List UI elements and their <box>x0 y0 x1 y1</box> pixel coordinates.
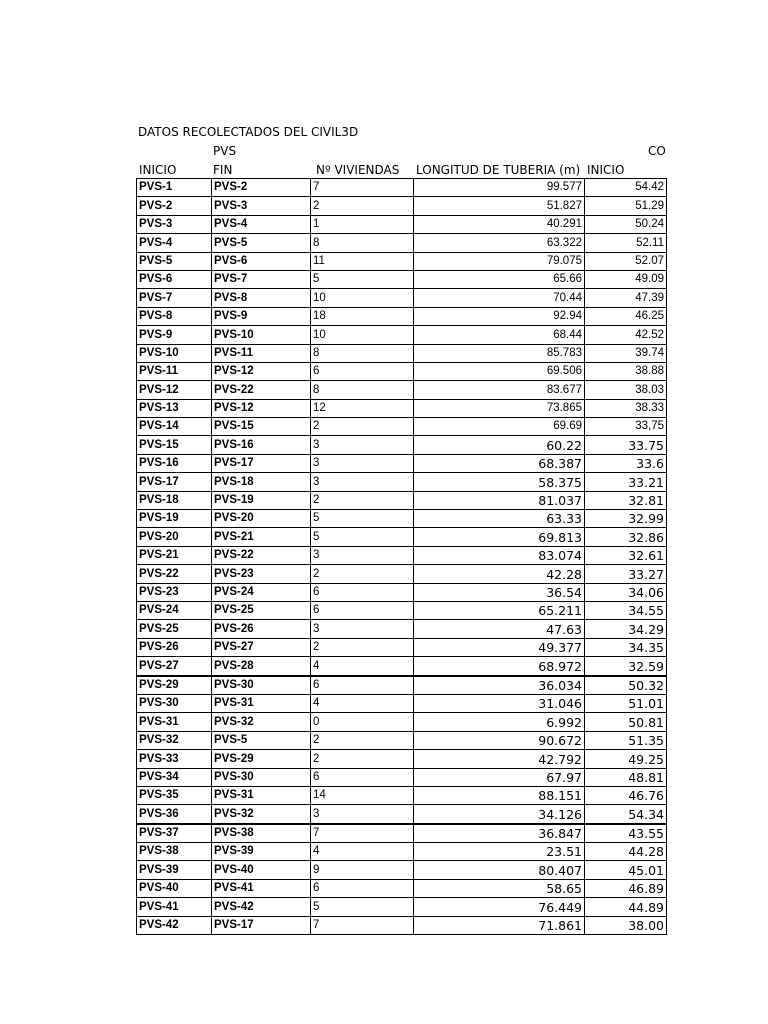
cell-inicio: PVS-8 <box>137 307 212 325</box>
table-row <box>137 436 667 454</box>
table-row <box>137 583 667 601</box>
table-row <box>137 326 667 344</box>
cell-cota: 33.75 <box>585 436 667 454</box>
cell-longitud: 68.972 <box>414 657 585 676</box>
cell-longitud: 80.407 <box>414 861 585 879</box>
cell-inicio: PVS-35 <box>137 786 212 804</box>
cell-fin: PVS-8 <box>212 289 311 307</box>
table-row <box>137 805 667 824</box>
cell-inicio: PVS-21 <box>137 546 212 564</box>
cell-inicio: PVS-27 <box>137 657 212 676</box>
cell-inicio: PVS-15 <box>137 436 212 454</box>
cell-fin: PVS-12 <box>212 399 311 417</box>
cell-cota: 33.21 <box>585 473 667 491</box>
cell-fin: PVS-39 <box>212 843 311 861</box>
cell-viviendas: 10 <box>311 289 414 307</box>
cell-longitud: 58.375 <box>414 473 585 491</box>
cell-inicio: PVS-41 <box>137 898 212 916</box>
cell-fin: PVS-5 <box>212 731 311 749</box>
header-longitud: LONGITUD DE TUBERIA (m) <box>416 163 581 177</box>
table-row <box>137 731 667 749</box>
cell-inicio: PVS-39 <box>137 861 212 879</box>
cell-fin: PVS-19 <box>212 491 311 509</box>
cell-longitud: 49.377 <box>414 638 585 656</box>
cell-inicio: PVS-24 <box>137 601 212 619</box>
cell-cota: 49.25 <box>585 750 667 768</box>
table-row <box>137 307 667 325</box>
cell-fin: PVS-30 <box>212 676 311 695</box>
cell-fin: PVS-5 <box>212 234 311 252</box>
cell-fin: PVS-4 <box>212 215 311 233</box>
cell-viviendas: 6 <box>311 362 414 380</box>
cell-cota: 51.29 <box>585 197 667 215</box>
cell-fin: PVS-10 <box>212 326 311 344</box>
table-row <box>137 750 667 768</box>
cell-fin: PVS-17 <box>212 454 311 472</box>
cell-inicio: PVS-13 <box>137 399 212 417</box>
cell-cota: 54.34 <box>585 805 667 824</box>
cell-cota: 34.06 <box>585 583 667 601</box>
cell-fin: PVS-16 <box>212 436 311 454</box>
cell-inicio: PVS-26 <box>137 638 212 656</box>
cell-fin: PVS-32 <box>212 713 311 731</box>
cell-cota: 43.55 <box>585 824 667 843</box>
cell-fin: PVS-25 <box>212 601 311 619</box>
cell-inicio: PVS-25 <box>137 620 212 638</box>
cell-longitud: 58.65 <box>414 879 585 897</box>
cell-longitud: 71.861 <box>414 916 585 934</box>
cell-longitud: 34.126 <box>414 805 585 824</box>
table-row <box>137 197 667 215</box>
cell-longitud: 83.677 <box>414 381 585 399</box>
cell-viviendas: 5 <box>311 510 414 528</box>
cell-longitud: 69.69 <box>414 418 585 436</box>
cell-longitud: 67.97 <box>414 768 585 786</box>
cell-longitud: 40.291 <box>414 215 585 233</box>
cell-inicio: PVS-16 <box>137 454 212 472</box>
header-inicio: INICIO <box>139 163 177 177</box>
cell-fin: PVS-2 <box>212 179 311 197</box>
table-row <box>137 601 667 619</box>
cell-cota: 32.99 <box>585 510 667 528</box>
cell-fin: PVS-30 <box>212 768 311 786</box>
cell-viviendas: 2 <box>311 491 414 509</box>
cell-cota: 47.39 <box>585 289 667 307</box>
table-row <box>137 418 667 436</box>
cell-inicio: PVS-3 <box>137 215 212 233</box>
cell-fin: PVS-22 <box>212 546 311 564</box>
cell-fin: PVS-6 <box>212 252 311 270</box>
table-row <box>137 252 667 270</box>
cell-longitud: 90.672 <box>414 731 585 749</box>
cell-longitud: 31.046 <box>414 694 585 712</box>
cell-cota: 50.24 <box>585 215 667 233</box>
cell-longitud: 36.847 <box>414 824 585 843</box>
table-row <box>137 657 667 676</box>
cell-fin: PVS-23 <box>212 565 311 583</box>
cell-inicio: PVS-22 <box>137 565 212 583</box>
cell-cota: 33,75 <box>585 418 667 436</box>
cell-viviendas: 11 <box>311 252 414 270</box>
cell-viviendas: 3 <box>311 436 414 454</box>
header-cota: CO <box>648 144 666 158</box>
cell-longitud: 99.577 <box>414 179 585 197</box>
table-row <box>137 510 667 528</box>
table-row <box>137 270 667 288</box>
cell-longitud: 81.037 <box>414 491 585 509</box>
cell-cota: 44.89 <box>585 898 667 916</box>
cell-viviendas: 8 <box>311 381 414 399</box>
cell-viviendas: 4 <box>311 694 414 712</box>
cell-inicio: PVS-20 <box>137 528 212 546</box>
table-row <box>137 381 667 399</box>
cell-longitud: 73.865 <box>414 399 585 417</box>
cell-fin: PVS-24 <box>212 583 311 601</box>
cell-cota: 51.01 <box>585 694 667 712</box>
cell-viviendas: 2 <box>311 565 414 583</box>
cell-cota: 38.88 <box>585 362 667 380</box>
table-row <box>137 473 667 491</box>
table-row <box>137 454 667 472</box>
table-row <box>137 861 667 879</box>
cell-longitud: 51.827 <box>414 197 585 215</box>
cell-cota: 38.03 <box>585 381 667 399</box>
cell-inicio: PVS-4 <box>137 234 212 252</box>
cell-inicio: PVS-19 <box>137 510 212 528</box>
table-row <box>137 694 667 712</box>
cell-longitud: 88.151 <box>414 786 585 804</box>
table-row <box>137 676 667 695</box>
cell-viviendas: 3 <box>311 805 414 824</box>
data-table <box>136 178 667 935</box>
cell-inicio: PVS-23 <box>137 583 212 601</box>
cell-inicio: PVS-17 <box>137 473 212 491</box>
cell-viviendas: 4 <box>311 657 414 676</box>
table-row <box>137 898 667 916</box>
cell-viviendas: 1 <box>311 215 414 233</box>
cell-fin: PVS-17 <box>212 916 311 934</box>
cell-viviendas: 14 <box>311 786 414 804</box>
cell-cota: 44.28 <box>585 843 667 861</box>
cell-viviendas: 9 <box>311 861 414 879</box>
table-row <box>137 916 667 934</box>
cell-inicio: PVS-37 <box>137 824 212 843</box>
cell-cota: 48.81 <box>585 768 667 786</box>
cell-inicio: PVS-34 <box>137 768 212 786</box>
cell-viviendas: 3 <box>311 620 414 638</box>
cell-cota: 33.27 <box>585 565 667 583</box>
cell-inicio: PVS-30 <box>137 694 212 712</box>
cell-cota: 46.76 <box>585 786 667 804</box>
cell-fin: PVS-3 <box>212 197 311 215</box>
cell-viviendas: 5 <box>311 270 414 288</box>
table-row <box>137 786 667 804</box>
cell-fin: PVS-7 <box>212 270 311 288</box>
cell-cota: 54.42 <box>585 179 667 197</box>
cell-cota: 32.61 <box>585 546 667 564</box>
cell-inicio: PVS-36 <box>137 805 212 824</box>
cell-cota: 34.55 <box>585 601 667 619</box>
cell-fin: PVS-32 <box>212 805 311 824</box>
cell-longitud: 70.44 <box>414 289 585 307</box>
table-row <box>137 843 667 861</box>
cell-viviendas: 7 <box>311 824 414 843</box>
cell-inicio: PVS-32 <box>137 731 212 749</box>
cell-viviendas: 6 <box>311 601 414 619</box>
cell-viviendas: 4 <box>311 843 414 861</box>
cell-fin: PVS-21 <box>212 528 311 546</box>
cell-viviendas: 6 <box>311 879 414 897</box>
table-row <box>137 565 667 583</box>
cell-inicio: PVS-14 <box>137 418 212 436</box>
cell-fin: PVS-18 <box>212 473 311 491</box>
cell-cota: 32.86 <box>585 528 667 546</box>
cell-longitud: 42.28 <box>414 565 585 583</box>
cell-cota: 34.35 <box>585 638 667 656</box>
header-inicio-cota: INICIO <box>587 163 625 177</box>
cell-inicio: PVS-6 <box>137 270 212 288</box>
cell-cota: 38.00 <box>585 916 667 934</box>
cell-viviendas: 5 <box>311 528 414 546</box>
cell-cota: 33.6 <box>585 454 667 472</box>
cell-inicio: PVS-1 <box>137 179 212 197</box>
cell-fin: PVS-28 <box>212 657 311 676</box>
cell-fin: PVS-27 <box>212 638 311 656</box>
cell-longitud: 65.211 <box>414 601 585 619</box>
cell-cota: 49.09 <box>585 270 667 288</box>
cell-inicio: PVS-10 <box>137 344 212 362</box>
cell-longitud: 47.63 <box>414 620 585 638</box>
cell-viviendas: 2 <box>311 731 414 749</box>
cell-inicio: PVS-5 <box>137 252 212 270</box>
cell-inicio: PVS-40 <box>137 879 212 897</box>
cell-longitud: 79.075 <box>414 252 585 270</box>
cell-fin: PVS-12 <box>212 362 311 380</box>
cell-fin: PVS-22 <box>212 381 311 399</box>
cell-fin: PVS-42 <box>212 898 311 916</box>
cell-fin: PVS-40 <box>212 861 311 879</box>
cell-viviendas: 2 <box>311 197 414 215</box>
cell-viviendas: 6 <box>311 768 414 786</box>
cell-viviendas: 2 <box>311 418 414 436</box>
cell-viviendas: 6 <box>311 583 414 601</box>
cell-inicio: PVS-33 <box>137 750 212 768</box>
cell-inicio: PVS-31 <box>137 713 212 731</box>
cell-cota: 46.89 <box>585 879 667 897</box>
cell-viviendas: 7 <box>311 916 414 934</box>
cell-viviendas: 3 <box>311 473 414 491</box>
table-row <box>137 620 667 638</box>
cell-longitud: 42.792 <box>414 750 585 768</box>
cell-longitud: 76.449 <box>414 898 585 916</box>
cell-longitud: 63.322 <box>414 234 585 252</box>
cell-longitud: 68.387 <box>414 454 585 472</box>
cell-cota: 42.52 <box>585 326 667 344</box>
cell-inicio: PVS-18 <box>137 491 212 509</box>
cell-cota: 46.25 <box>585 307 667 325</box>
cell-longitud: 6.992 <box>414 713 585 731</box>
cell-inicio: PVS-11 <box>137 362 212 380</box>
cell-viviendas: 5 <box>311 898 414 916</box>
cell-fin: PVS-26 <box>212 620 311 638</box>
cell-longitud: 92.94 <box>414 307 585 325</box>
cell-cota: 32.81 <box>585 491 667 509</box>
cell-viviendas: 0 <box>311 713 414 731</box>
cell-viviendas: 3 <box>311 454 414 472</box>
table-row <box>137 362 667 380</box>
table-row <box>137 824 667 843</box>
table-row <box>137 528 667 546</box>
cell-viviendas: 6 <box>311 676 414 695</box>
cell-cota: 52.07 <box>585 252 667 270</box>
cell-inicio: PVS-42 <box>137 916 212 934</box>
cell-longitud: 63.33 <box>414 510 585 528</box>
cell-cota: 50.81 <box>585 713 667 731</box>
cell-longitud: 65.66 <box>414 270 585 288</box>
cell-longitud: 23.51 <box>414 843 585 861</box>
cell-inicio: PVS-9 <box>137 326 212 344</box>
cell-longitud: 68.44 <box>414 326 585 344</box>
cell-cota: 39.74 <box>585 344 667 362</box>
cell-viviendas: 12 <box>311 399 414 417</box>
cell-cota: 45.01 <box>585 861 667 879</box>
cell-longitud: 36.54 <box>414 583 585 601</box>
cell-fin: PVS-31 <box>212 786 311 804</box>
cell-fin: PVS-38 <box>212 824 311 843</box>
cell-inicio: PVS-2 <box>137 197 212 215</box>
table-row <box>137 215 667 233</box>
cell-longitud: 69.813 <box>414 528 585 546</box>
header-viviendas: Nº VIVIENDAS <box>316 163 400 177</box>
cell-viviendas: 8 <box>311 344 414 362</box>
cell-fin: PVS-29 <box>212 750 311 768</box>
cell-viviendas: 3 <box>311 546 414 564</box>
cell-fin: PVS-15 <box>212 418 311 436</box>
cell-longitud: 69.506 <box>414 362 585 380</box>
cell-cota: 34.29 <box>585 620 667 638</box>
cell-viviendas: 10 <box>311 326 414 344</box>
cell-inicio: PVS-29 <box>137 676 212 695</box>
cell-inicio: PVS-38 <box>137 843 212 861</box>
cell-fin: PVS-41 <box>212 879 311 897</box>
cell-cota: 38.33 <box>585 399 667 417</box>
cell-longitud: 85.783 <box>414 344 585 362</box>
cell-viviendas: 2 <box>311 750 414 768</box>
table-row <box>137 879 667 897</box>
cell-longitud: 60.22 <box>414 436 585 454</box>
cell-fin: PVS-11 <box>212 344 311 362</box>
data-table-container <box>136 178 667 940</box>
data-table-body <box>137 179 667 935</box>
cell-inicio: PVS-7 <box>137 289 212 307</box>
table-row <box>137 399 667 417</box>
header-pvs: PVS <box>213 144 237 158</box>
table-row <box>137 546 667 564</box>
cell-viviendas: 8 <box>311 234 414 252</box>
cell-cota: 51.35 <box>585 731 667 749</box>
cell-inicio: PVS-12 <box>137 381 212 399</box>
table-row <box>137 179 667 197</box>
cell-viviendas: 2 <box>311 638 414 656</box>
cell-viviendas: 7 <box>311 179 414 197</box>
cell-longitud: 83.074 <box>414 546 585 564</box>
table-row <box>137 768 667 786</box>
table-row <box>137 344 667 362</box>
cell-viviendas: 18 <box>311 307 414 325</box>
table-row <box>137 638 667 656</box>
cell-fin: PVS-31 <box>212 694 311 712</box>
cell-fin: PVS-20 <box>212 510 311 528</box>
cell-longitud: 36.034 <box>414 676 585 695</box>
table-row <box>137 491 667 509</box>
table-row <box>137 713 667 731</box>
header-fin: FIN <box>213 163 233 177</box>
cell-fin: PVS-9 <box>212 307 311 325</box>
cell-cota: 52.11 <box>585 234 667 252</box>
cell-cota: 50.32 <box>585 676 667 695</box>
page-title: DATOS RECOLECTADOS DEL CIVIL3D <box>138 125 359 139</box>
table-row <box>137 289 667 307</box>
cell-cota: 32.59 <box>585 657 667 676</box>
table-row <box>137 234 667 252</box>
